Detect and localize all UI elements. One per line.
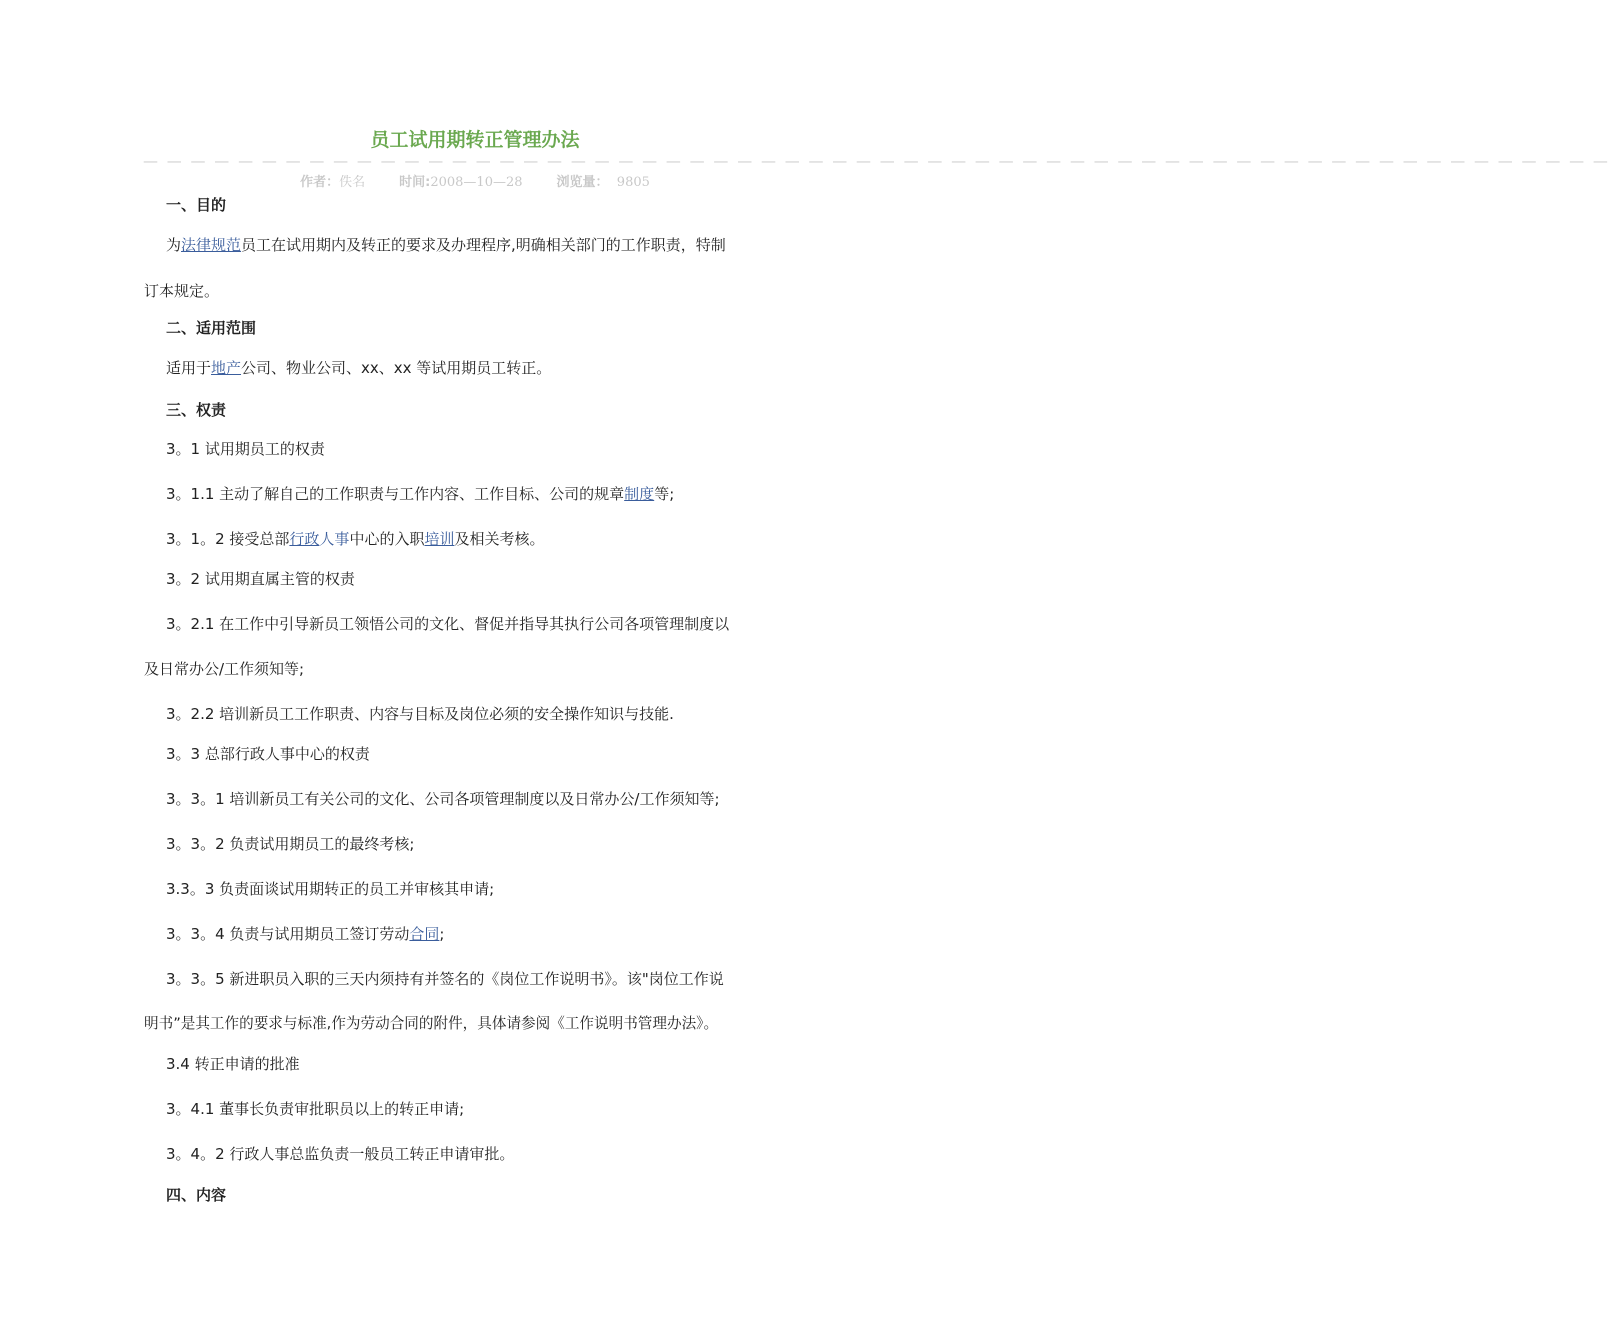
- text-run: 3。3。4 负责与试用期员工签订劳动: [166, 925, 410, 943]
- clause-3-3: 3。3 总部行政人事中心的权责: [166, 745, 370, 763]
- text-run: 3。1.1 主动了解自己的工作职责与工作内容、工作目标、公司的规章: [166, 485, 625, 503]
- clause-3-4: 3.4 转正申请的批准: [166, 1055, 300, 1073]
- link-personnel[interactable]: 人事: [319, 530, 350, 548]
- paragraph-scope: [166, 358, 551, 378]
- text-run: 公司、物业公司、xx、xx 等试用期员工转正。: [241, 359, 552, 377]
- page-title: 员工试用期转正管理办法: [370, 129, 580, 151]
- article-meta: [0, 171, 950, 190]
- clause-3-4-1: 3。4.1 董事长负责审批职员以上的转正申请;: [166, 1100, 465, 1118]
- text-run: ;: [439, 925, 445, 943]
- section-heading-content: 四、内容: [166, 1186, 227, 1204]
- paragraph-purpose-cont: 订本规定。: [144, 282, 220, 300]
- text-run: 等;: [654, 485, 675, 503]
- clause-3-2-2: 3。2.2 培训新员工工作职责、内容与目标及岗位必须的安全操作知识与技能.: [166, 705, 674, 723]
- section-heading-purpose: 一、目的: [166, 196, 227, 214]
- clause-3-3-1: 3。3。1 培训新员工有关公司的文化、公司各项管理制度以及日常办公/工作须知等;: [166, 790, 720, 808]
- clause-3-4-2: 3。4。2 行政人事总监负责一般员工转正申请审批。: [166, 1145, 515, 1163]
- text-run: 为: [166, 236, 182, 254]
- text-run: 员工在试用期内及转正的要求及办理程序,明确相关部门的工作职责，特制: [241, 236, 726, 254]
- clause-3-2-1: 3。2.1 在工作中引导新员工领悟公司的文化、督促并指导其执行公司各项管理制度以: [166, 615, 730, 633]
- link-system[interactable]: 制度: [624, 485, 655, 503]
- text-run: 3。1。2 接受总部: [166, 530, 290, 548]
- views-value: 9805: [616, 175, 650, 190]
- clause-3-2: 3。2 试用期直属主管的权责: [166, 570, 355, 588]
- link-legal-norms[interactable]: 法律规范: [181, 236, 242, 254]
- time-value: 2008—10—28: [430, 175, 523, 190]
- time-label: 时间:: [399, 175, 431, 190]
- clause-3-3-3: 3.3。3 负责面谈试用期转正的员工并审核其申请;: [166, 880, 495, 898]
- clause-3-1: 3。1 试用期员工的权责: [166, 440, 325, 458]
- text-run: 及相关考核。: [454, 530, 545, 548]
- views-label: 浏览量：: [556, 175, 609, 190]
- clause-3-3-4: [166, 924, 444, 944]
- clause-3-3-2: 3。3。2 负责试用期员工的最终考核;: [166, 835, 415, 853]
- text-run: 中心的入职: [349, 530, 425, 548]
- author-label: 作者：: [300, 175, 340, 190]
- link-real-estate[interactable]: 地产: [211, 359, 242, 377]
- clause-3-2-1-cont: 及日常办公/工作须知等;: [144, 660, 305, 678]
- clause-3-1-1: [166, 484, 674, 504]
- link-training[interactable]: 培训: [424, 530, 455, 548]
- paragraph-purpose: [166, 235, 726, 255]
- clause-3-3-5: 3。3。5 新进职员入职的三天内须持有并签名的《岗位工作说明书》。该"岗位工作说: [166, 970, 724, 988]
- dashed-divider: — — — — — — — — — — — — — — — — — — — — — — — — — — — — — — — — — — — — — — — — — — — — — — — — — — — — — — — — — — — — — —: [143, 152, 1610, 170]
- clause-3-1-2: [166, 529, 544, 549]
- clause-3-3-5-cont: 明书”是其工作的要求与标准,作为劳动合同的附件，具体请参阅《工作说明书管理办法》。: [144, 1015, 719, 1032]
- text-run: 适用于: [166, 359, 212, 377]
- section-heading-scope: 二、适用范围: [166, 319, 257, 337]
- section-heading-responsibilities: 三、权责: [166, 401, 227, 419]
- link-administration[interactable]: 行政: [289, 530, 320, 548]
- author-value: 佚名: [339, 175, 366, 190]
- link-contract[interactable]: 合同: [409, 925, 440, 943]
